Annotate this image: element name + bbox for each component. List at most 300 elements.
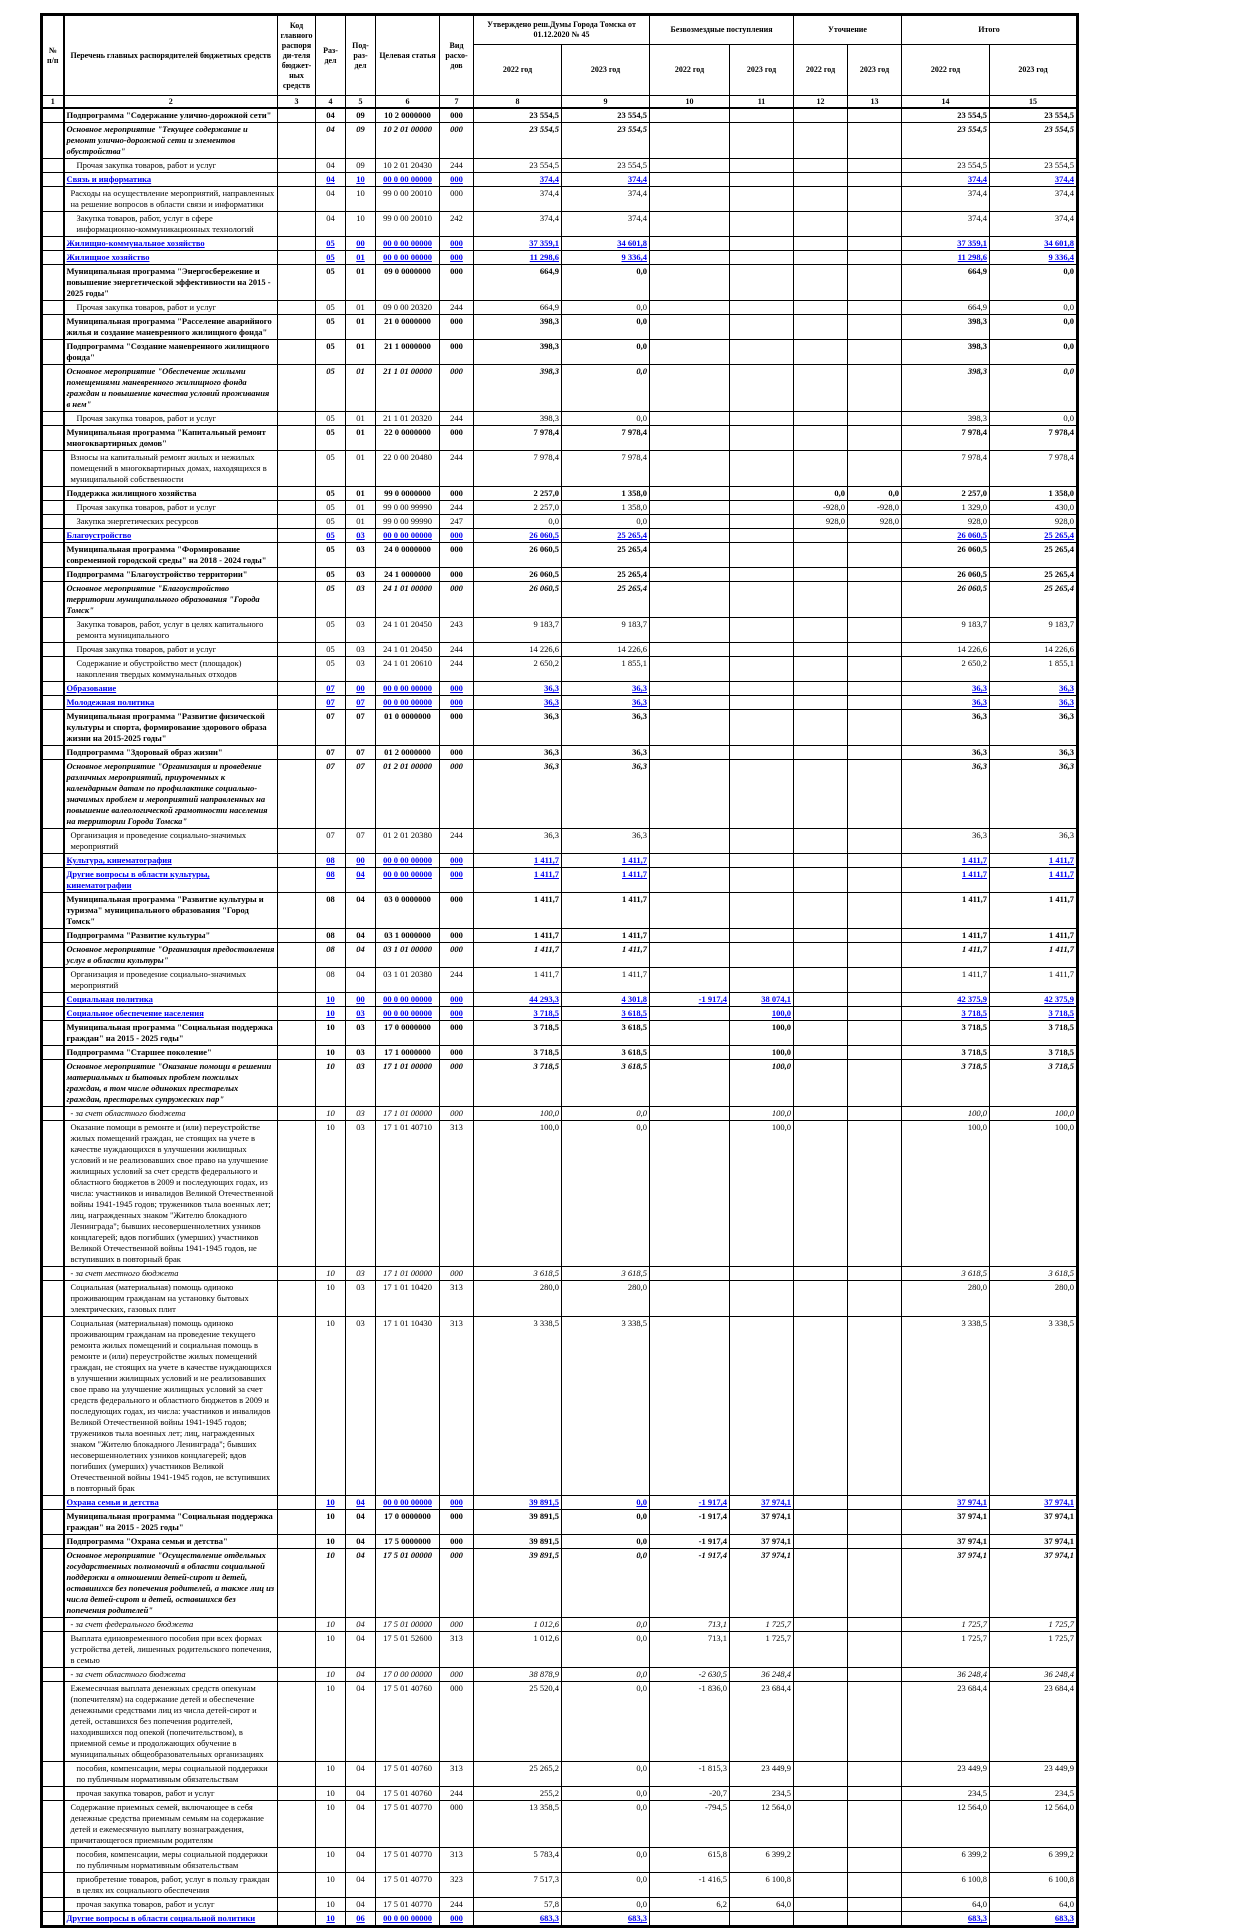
total-2022-cell: 3 338,5	[902, 1317, 990, 1496]
adjustment-2023-cell	[848, 1787, 902, 1801]
table-row	[42, 1668, 1078, 1682]
approved-2022-cell: 23 554,5	[474, 123, 562, 159]
row-description: Другие вопросы в области социальной политики	[64, 1912, 278, 1927]
approved-2022-cell: 1 411,7	[474, 968, 562, 993]
gratuitous-2023-cell	[730, 123, 794, 159]
target-article-cell: 03 0 0000000	[376, 893, 440, 929]
podrazdel-cell: 06	[346, 1912, 376, 1927]
expense-type-cell: 000	[440, 854, 474, 868]
gratuitous-2022-cell	[650, 968, 730, 993]
row-number-cell	[42, 529, 64, 543]
razdel-cell: 10	[316, 1787, 346, 1801]
gratuitous-2023-cell	[730, 1317, 794, 1496]
approved-2022-cell: 26 060,5	[474, 582, 562, 618]
adjustment-2023-cell	[848, 451, 902, 487]
adjustment-2022-cell	[794, 993, 848, 1007]
gratuitous-2022-cell	[650, 487, 730, 501]
approved-2022-cell: 39 891,5	[474, 1510, 562, 1535]
table-row	[42, 159, 1078, 173]
table-row	[42, 1021, 1078, 1046]
adjustment-2022-cell	[794, 187, 848, 212]
table-row	[42, 968, 1078, 993]
expense-type-cell: 244	[440, 451, 474, 487]
grbs-code-cell	[278, 929, 316, 943]
approved-2022-cell: 664,9	[474, 265, 562, 301]
grbs-code-cell	[278, 1060, 316, 1107]
gratuitous-2023-cell: 100,0	[730, 1007, 794, 1021]
gratuitous-2022-cell	[650, 315, 730, 340]
adjustment-2023-cell	[848, 696, 902, 710]
adjustment-2023-cell	[848, 682, 902, 696]
adjustment-2022-cell	[794, 618, 848, 643]
gratuitous-2022-cell	[650, 301, 730, 315]
total-2023-cell: 37 974,1	[990, 1549, 1078, 1618]
total-2022-cell: 664,9	[902, 265, 990, 301]
razdel-cell: 05	[316, 412, 346, 426]
podrazdel-cell: 09	[346, 108, 376, 123]
podrazdel-cell: 03	[346, 1121, 376, 1267]
razdel-cell: 05	[316, 515, 346, 529]
gratuitous-2022-cell	[650, 251, 730, 265]
table-row	[42, 529, 1078, 543]
row-number-cell	[42, 696, 64, 710]
target-article-cell: 01 0 0000000	[376, 710, 440, 746]
gratuitous-2022-cell	[650, 1912, 730, 1927]
row-description: Другие вопросы в области культуры, кинематографии	[64, 868, 278, 893]
total-2023-cell: 100,0	[990, 1121, 1078, 1267]
total-2022-cell: 36,3	[902, 829, 990, 854]
razdel-cell: 10	[316, 1317, 346, 1496]
gratuitous-2023-cell: 234,5	[730, 1787, 794, 1801]
razdel-cell: 05	[316, 340, 346, 365]
gratuitous-2023-cell	[730, 643, 794, 657]
approved-2022-cell: 23 554,5	[474, 108, 562, 123]
header-year: 2023 год	[730, 45, 794, 96]
expense-type-cell: 000	[440, 868, 474, 893]
gratuitous-2022-cell: -1 917,4	[650, 1535, 730, 1549]
gratuitous-2022-cell	[650, 710, 730, 746]
column-number: 10	[650, 96, 730, 109]
grbs-code-cell	[278, 657, 316, 682]
razdel-cell: 10	[316, 1535, 346, 1549]
podrazdel-cell: 03	[346, 1107, 376, 1121]
gratuitous-2022-cell	[650, 829, 730, 854]
adjustment-2022-cell	[794, 1107, 848, 1121]
grbs-code-cell	[278, 682, 316, 696]
total-2022-cell: 1 329,0	[902, 501, 990, 515]
approved-2022-cell: 1 012,6	[474, 1618, 562, 1632]
gratuitous-2022-cell: -20,7	[650, 1787, 730, 1801]
gratuitous-2022-cell	[650, 412, 730, 426]
adjustment-2023-cell	[848, 746, 902, 760]
approved-2022-cell: 36,3	[474, 710, 562, 746]
approved-2023-cell: 0,0	[562, 1787, 650, 1801]
podrazdel-cell: 04	[346, 929, 376, 943]
total-2022-cell: 3 618,5	[902, 1267, 990, 1281]
grbs-code-cell	[278, 1107, 316, 1121]
adjustment-2022-cell	[794, 760, 848, 829]
row-number-cell	[42, 108, 64, 123]
total-2022-cell: 664,9	[902, 301, 990, 315]
podrazdel-cell: 00	[346, 237, 376, 251]
expense-type-cell: 000	[440, 265, 474, 301]
row-number-cell	[42, 1848, 64, 1873]
total-2023-cell: 23 554,5	[990, 159, 1078, 173]
target-article-cell: 17 5 01 00000	[376, 1549, 440, 1618]
adjustment-2023-cell	[848, 1267, 902, 1281]
target-article-cell: 17 5 01 40760	[376, 1682, 440, 1762]
grbs-code-cell	[278, 265, 316, 301]
grbs-code-cell	[278, 582, 316, 618]
expense-type-cell: 000	[440, 1682, 474, 1762]
table-row	[42, 543, 1078, 568]
target-article-cell: 17 5 0000000	[376, 1535, 440, 1549]
row-description: Организация и проведение социально-значимых мероприятий	[64, 968, 278, 993]
row-number-cell	[42, 123, 64, 159]
razdel-cell: 07	[316, 696, 346, 710]
row-number-cell	[42, 515, 64, 529]
row-description: Подпрограмма "Охрана семьи и детства"	[64, 1535, 278, 1549]
podrazdel-cell: 04	[346, 1801, 376, 1848]
row-number-cell	[42, 1007, 64, 1021]
row-description: Содержание и обустройство мест (площадок) накопления твердых коммунальных отходов	[64, 657, 278, 682]
row-description: Поддержка жилищного хозяйства	[64, 487, 278, 501]
table-row	[42, 108, 1078, 123]
gratuitous-2022-cell	[650, 173, 730, 187]
adjustment-2022-cell	[794, 929, 848, 943]
approved-2023-cell: 1 358,0	[562, 487, 650, 501]
table-row	[42, 943, 1078, 968]
gratuitous-2022-cell	[650, 854, 730, 868]
gratuitous-2022-cell	[650, 543, 730, 568]
target-article-cell: 17 5 01 40770	[376, 1801, 440, 1848]
gratuitous-2023-cell	[730, 1267, 794, 1281]
total-2023-cell: 23 449,9	[990, 1762, 1078, 1787]
razdel-cell: 10	[316, 1618, 346, 1632]
approved-2023-cell: 0,0	[562, 365, 650, 412]
adjustment-2023-cell	[848, 187, 902, 212]
row-number-cell	[42, 315, 64, 340]
target-article-cell: 01 2 0000000	[376, 746, 440, 760]
approved-2022-cell: 3 338,5	[474, 1317, 562, 1496]
approved-2023-cell: 0,0	[562, 1618, 650, 1632]
expense-type-cell: 313	[440, 1848, 474, 1873]
adjustment-2022-cell	[794, 1535, 848, 1549]
gratuitous-2023-cell	[730, 657, 794, 682]
total-2022-cell: 36,3	[902, 760, 990, 829]
gratuitous-2022-cell	[650, 1060, 730, 1107]
razdel-cell: 05	[316, 582, 346, 618]
table-row	[42, 412, 1078, 426]
gratuitous-2023-cell	[730, 1912, 794, 1927]
column-number: 1	[42, 96, 64, 109]
razdel-cell: 08	[316, 854, 346, 868]
razdel-cell: 07	[316, 682, 346, 696]
approved-2022-cell: 3 718,5	[474, 1060, 562, 1107]
approved-2022-cell: 2 650,2	[474, 657, 562, 682]
total-2022-cell: 3 718,5	[902, 1060, 990, 1107]
approved-2023-cell: 23 554,5	[562, 159, 650, 173]
row-number-cell	[42, 710, 64, 746]
target-article-cell: 24 1 01 00000	[376, 582, 440, 618]
gratuitous-2022-cell	[650, 159, 730, 173]
table-row	[42, 1632, 1078, 1668]
razdel-cell: 10	[316, 1281, 346, 1317]
table-row	[42, 426, 1078, 451]
adjustment-2023-cell	[848, 123, 902, 159]
expense-type-cell: 000	[440, 1496, 474, 1510]
adjustment-2022-cell	[794, 265, 848, 301]
approved-2022-cell: 9 183,7	[474, 618, 562, 643]
grbs-code-cell	[278, 501, 316, 515]
approved-2022-cell: 398,3	[474, 365, 562, 412]
podrazdel-cell: 03	[346, 1021, 376, 1046]
adjustment-2022-cell	[794, 1121, 848, 1267]
row-description: Расходы на осуществление мероприятий, направленных на решение вопросов в области связи и информатики	[64, 187, 278, 212]
gratuitous-2023-cell: 12 564,0	[730, 1801, 794, 1848]
table-row	[42, 682, 1078, 696]
adjustment-2022-cell	[794, 340, 848, 365]
row-number-cell	[42, 760, 64, 829]
gratuitous-2023-cell	[730, 854, 794, 868]
adjustment-2023-cell: -928,0	[848, 501, 902, 515]
total-2023-cell: 36,3	[990, 746, 1078, 760]
approved-2023-cell: 1 411,7	[562, 943, 650, 968]
grbs-code-cell	[278, 1281, 316, 1317]
approved-2022-cell: 2 257,0	[474, 487, 562, 501]
adjustment-2023-cell	[848, 1317, 902, 1496]
row-number-cell	[42, 1668, 64, 1682]
adjustment-2022-cell	[794, 943, 848, 968]
adjustment-2022-cell	[794, 710, 848, 746]
gratuitous-2022-cell: 713,1	[650, 1618, 730, 1632]
total-2023-cell: 3 718,5	[990, 1060, 1078, 1107]
header-col-target-article: Целевая статья	[376, 15, 440, 96]
target-article-cell: 21 1 01 20320	[376, 412, 440, 426]
razdel-cell: 10	[316, 1060, 346, 1107]
grbs-code-cell	[278, 618, 316, 643]
approved-2023-cell: 0,0	[562, 1762, 650, 1787]
target-article-cell: 99 0 00 20010	[376, 212, 440, 237]
target-article-cell: 17 1 0000000	[376, 1046, 440, 1060]
adjustment-2023-cell	[848, 1121, 902, 1267]
target-article-cell: 24 1 0000000	[376, 568, 440, 582]
header-year: 2023 год	[848, 45, 902, 96]
gratuitous-2022-cell	[650, 265, 730, 301]
adjustment-2023-cell	[848, 212, 902, 237]
gratuitous-2023-cell: 100,0	[730, 1121, 794, 1267]
gratuitous-2023-cell	[730, 582, 794, 618]
row-description: Муниципальная программа "Развитие культуры и туризма" муниципального образования "Город Томск"	[64, 893, 278, 929]
adjustment-2023-cell	[848, 412, 902, 426]
gratuitous-2022-cell: -1 917,4	[650, 993, 730, 1007]
row-description: Муниципальная программа "Социальная поддержка граждан" на 2015 - 2025 годы"	[64, 1510, 278, 1535]
target-article-cell: 17 1 01 10420	[376, 1281, 440, 1317]
adjustment-2023-cell: 0,0	[848, 487, 902, 501]
total-2022-cell: 37 974,1	[902, 1549, 990, 1618]
row-description: Основное мероприятие "Организация и проведение различных мероприятий, приуроченных к календарным датам по профилактике социально-значимых проблем и мероприятий направленных на повышение валеологической грамотности населения на территории Города Томска"	[64, 760, 278, 829]
row-description: Муниципальная программа "Социальная поддержка граждан" на 2015 - 2025 годы"	[64, 1021, 278, 1046]
row-number-cell	[42, 1510, 64, 1535]
podrazdel-cell: 04	[346, 1510, 376, 1535]
row-description: Социальная (материальная) помощь одиноко проживающим гражданам на проведение текущего ремонта жилых помещений и социальная помощь в ремонте и (или) переустройстве жилых помещений граждан, не стоящих на учете в качестве нуждающихся в улучшении жилищных условий и не реализовавших свое право на улучшение жилищных условий за счет средств федерального и областного бюджетов в 2009 и последующих годах, из числа: участников и инвалидов Великой Отечественной войны 1941-1945 годов; тружеников тыла военных лет; лиц, награжденных знаком "Жителю блокадного Ленинграда"; бывших несовершеннолетних узников концлагерей; вдов погибших (умерших) участников Великой Отечественной войны 1941-1945 годов, не вступивших в повторный брак	[64, 1317, 278, 1496]
gratuitous-2022-cell	[650, 643, 730, 657]
row-number-cell	[42, 1762, 64, 1787]
gratuitous-2022-cell: 615,8	[650, 1848, 730, 1873]
gratuitous-2023-cell	[730, 829, 794, 854]
approved-2022-cell: 23 554,5	[474, 159, 562, 173]
expense-type-cell: 000	[440, 582, 474, 618]
expense-type-cell: 313	[440, 1762, 474, 1787]
total-2023-cell: 25 265,4	[990, 543, 1078, 568]
razdel-cell: 04	[316, 173, 346, 187]
adjustment-2023-cell: 928,0	[848, 515, 902, 529]
table-row	[42, 1007, 1078, 1021]
table-row	[42, 1762, 1078, 1787]
table-row	[42, 1801, 1078, 1848]
approved-2023-cell: 36,3	[562, 696, 650, 710]
adjustment-2022-cell	[794, 854, 848, 868]
column-number: 6	[376, 96, 440, 109]
row-description: Подпрограмма "Старшее поколение"	[64, 1046, 278, 1060]
table-row	[42, 1060, 1078, 1107]
row-number-cell	[42, 1281, 64, 1317]
approved-2022-cell: 1 411,7	[474, 868, 562, 893]
expense-type-cell: 000	[440, 1535, 474, 1549]
adjustment-2023-cell	[848, 1762, 902, 1787]
total-2023-cell: 23 554,5	[990, 108, 1078, 123]
total-2023-cell: 6 100,8	[990, 1873, 1078, 1898]
approved-2022-cell: 398,3	[474, 340, 562, 365]
expense-type-cell: 244	[440, 829, 474, 854]
row-description: Охрана семьи и детства	[64, 1496, 278, 1510]
expense-type-cell: 313	[440, 1632, 474, 1668]
approved-2023-cell: 1 411,7	[562, 968, 650, 993]
gratuitous-2022-cell	[650, 212, 730, 237]
total-2022-cell: 26 060,5	[902, 529, 990, 543]
target-article-cell: 00 0 00 00000	[376, 696, 440, 710]
adjustment-2023-cell	[848, 829, 902, 854]
adjustment-2022-cell	[794, 1682, 848, 1762]
gratuitous-2023-cell	[730, 237, 794, 251]
target-article-cell: 00 0 00 00000	[376, 1912, 440, 1927]
razdel-cell: 10	[316, 1549, 346, 1618]
adjustment-2022-cell	[794, 159, 848, 173]
total-2023-cell: 25 265,4	[990, 568, 1078, 582]
adjustment-2023-cell	[848, 1046, 902, 1060]
approved-2023-cell: 0,0	[562, 1107, 650, 1121]
expense-type-cell: 243	[440, 618, 474, 643]
expense-type-cell: 000	[440, 1668, 474, 1682]
gratuitous-2023-cell	[730, 868, 794, 893]
adjustment-2022-cell	[794, 1046, 848, 1060]
expense-type-cell: 000	[440, 568, 474, 582]
gratuitous-2022-cell	[650, 1121, 730, 1267]
row-description: Закупка товаров, работ, услуг в сфере информационно-коммуникационных технологий	[64, 212, 278, 237]
approved-2022-cell: 7 978,4	[474, 451, 562, 487]
total-2022-cell: 1 411,7	[902, 968, 990, 993]
row-number-cell	[42, 451, 64, 487]
gratuitous-2023-cell	[730, 365, 794, 412]
grbs-code-cell	[278, 1618, 316, 1632]
row-description: Социальное обеспечение населения	[64, 1007, 278, 1021]
row-number-cell	[42, 657, 64, 682]
razdel-cell: 10	[316, 1912, 346, 1927]
adjustment-2022-cell	[794, 1632, 848, 1668]
expense-type-cell: 000	[440, 1107, 474, 1121]
approved-2022-cell: 39 891,5	[474, 1549, 562, 1618]
podrazdel-cell: 01	[346, 251, 376, 265]
expense-type-cell: 323	[440, 1873, 474, 1898]
razdel-cell: 07	[316, 746, 346, 760]
gratuitous-2022-cell	[650, 365, 730, 412]
grbs-code-cell	[278, 1510, 316, 1535]
target-article-cell: 24 1 01 20450	[376, 643, 440, 657]
row-description: Оказание помощи в ремонте и (или) переустройстве жилых помещений граждан, не стоящих на учете в качестве нуждающихся в улучшении жилищных условий и не реализовавших свое право на улучшение жилищных условий за счет средств федерального и областного бюджетов в 2009 и последующих годах, из числа: участников и инвалидов Великой Отечественной войны 1941-1945 годов; тружеников тыла военных лет; лиц, награжденных знаком "Жителю блокадного Ленинграда"; бывших несовершеннолетних узников концлагерей; вдов погибших (умерших) участников Великой Отечественной войны 1941-1945 годов, не вступивших в повторный брак	[64, 1121, 278, 1267]
adjustment-2022-cell	[794, 582, 848, 618]
podrazdel-cell: 01	[346, 487, 376, 501]
approved-2023-cell: 0,0	[562, 1632, 650, 1668]
header-year: 2022 год	[474, 45, 562, 96]
table-row	[42, 315, 1078, 340]
total-2022-cell: 37 974,1	[902, 1510, 990, 1535]
target-article-cell: 99 0 00 20010	[376, 187, 440, 212]
row-description: Муниципальная программа "Капитальный ремонт многоквартирных домов"	[64, 426, 278, 451]
total-2023-cell: 928,0	[990, 515, 1078, 529]
table-row	[42, 993, 1078, 1007]
gratuitous-2023-cell: 6 399,2	[730, 1848, 794, 1873]
row-number-cell	[42, 1496, 64, 1510]
row-number-cell	[42, 643, 64, 657]
total-2022-cell: 26 060,5	[902, 568, 990, 582]
table-row	[42, 1535, 1078, 1549]
podrazdel-cell: 07	[346, 829, 376, 854]
total-2023-cell: 36 248,4	[990, 1668, 1078, 1682]
gratuitous-2023-cell	[730, 529, 794, 543]
expense-type-cell: 244	[440, 1898, 474, 1912]
podrazdel-cell: 04	[346, 1787, 376, 1801]
row-description: Жилищно-коммунальное хозяйство	[64, 237, 278, 251]
podrazdel-cell: 01	[346, 501, 376, 515]
row-number-cell	[42, 1632, 64, 1668]
grbs-code-cell	[278, 1632, 316, 1668]
adjustment-2023-cell	[848, 643, 902, 657]
razdel-cell: 10	[316, 1848, 346, 1873]
row-number-cell	[42, 187, 64, 212]
total-2022-cell: 3 718,5	[902, 1046, 990, 1060]
column-number: 15	[990, 96, 1078, 109]
gratuitous-2023-cell	[730, 618, 794, 643]
row-number-cell	[42, 1267, 64, 1281]
total-2023-cell: 0,0	[990, 412, 1078, 426]
adjustment-2023-cell	[848, 159, 902, 173]
grbs-code-cell	[278, 1549, 316, 1618]
gratuitous-2022-cell	[650, 1021, 730, 1046]
adjustment-2022-cell	[794, 123, 848, 159]
total-2023-cell: 374,4	[990, 187, 1078, 212]
approved-2022-cell: 0,0	[474, 515, 562, 529]
header-col-razdel: Раз-дел	[316, 15, 346, 96]
gratuitous-2022-cell	[650, 568, 730, 582]
podrazdel-cell: 09	[346, 159, 376, 173]
target-article-cell: 00 0 00 00000	[376, 173, 440, 187]
total-2023-cell: 374,4	[990, 212, 1078, 237]
total-2022-cell: 37 359,1	[902, 237, 990, 251]
expense-type-cell: 244	[440, 301, 474, 315]
grbs-code-cell	[278, 829, 316, 854]
approved-2022-cell: 36,3	[474, 682, 562, 696]
approved-2023-cell: 3 618,5	[562, 1267, 650, 1281]
